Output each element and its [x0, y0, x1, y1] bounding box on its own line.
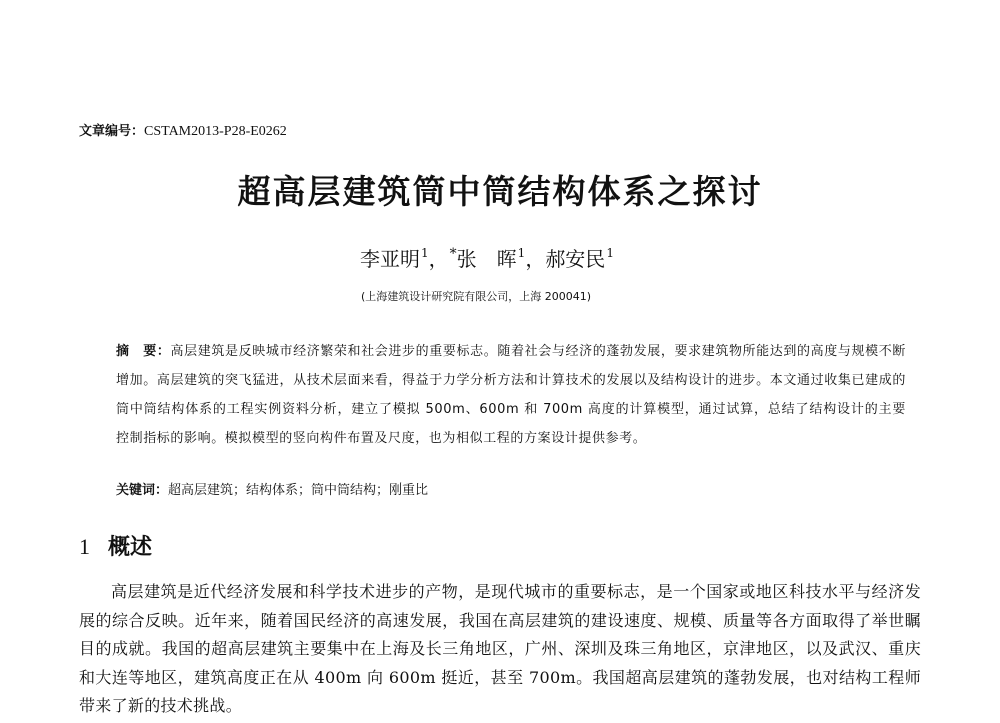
section-heading: [79, 530, 152, 561]
section-number: 1: [79, 534, 90, 559]
paper-title: 超高层建筑筒中筒结构体系之探讨: [237, 172, 763, 211]
abstract: [116, 337, 906, 453]
author-2-prefix: *: [449, 246, 457, 262]
abstract-label: 摘 要：: [116, 344, 171, 359]
author-2-name: 张 晖: [456, 247, 517, 271]
author-list: [0, 243, 974, 272]
author-2-separator: ，: [525, 247, 546, 271]
author-1: [360, 247, 449, 271]
author-2-affiliation-mark: 1: [517, 246, 526, 260]
section-title: 概述: [108, 535, 153, 560]
affiliation: (上海建筑设计研究院有限公司，上海 200041): [360, 290, 592, 303]
author-2: [449, 247, 546, 271]
abstract-text: 高层建筑是反映城市经济繁荣和社会进步的重要标志。随着社会与经济的蓬勃发展，要求建筑物所能达到的高度与规模不断增加。高层建筑的突飞猛进，从技术层面来看，得益于力学分析方法和计算技术的发展以及结构设计的进步。本文通过收集已建成的筒中筒结构体系的工程实例资料分析，建立了模拟 500m、600m 和 700m 高度的计算模型，通过试算，总结了结构设计的主要控制指标的影响。模拟模型的竖向构件布置及尺度，也为相似工程的方案设计提供参考。: [116, 344, 906, 446]
author-1-separator: ，: [428, 247, 449, 271]
author-3: [545, 247, 614, 271]
article-number-value: CSTAM2013-P28-E0262: [144, 124, 287, 139]
author-1-name: 李亚明: [360, 247, 421, 271]
author-3-affiliation-mark: 1: [606, 246, 614, 260]
keywords-text: 超高层建筑；结构体系；筒中筒结构；刚重比: [168, 483, 429, 498]
author-3-name: 郝安民: [545, 247, 606, 271]
keywords-label: 关键词：: [116, 483, 169, 498]
article-number-label: 文章编号：: [79, 124, 145, 139]
article-number: [79, 120, 287, 140]
body-paragraph: 高层建筑是近代经济发展和科学技术进步的产物，是现代城市的重要标志，是一个国家或地区科技水平与经济发展的综合反映。近年来，随着国民经济的高速发展，我国在高层建筑的建设速度、规模、质量等各方面取得了举世瞩目的成就。我国的超高层建筑主要集中在上海及长三角地区，广州、深圳及珠三角地区，京津地区，以及武汉、重庆和大连等地区，建筑高度正在从 400m 向 600m 挺近，甚至 700m。我国超高层建筑的蓬勃发展，也对结构工程师带来了新的技术挑战。: [79, 582, 921, 715]
keywords: [116, 481, 906, 501]
author-1-affiliation-mark: 1: [421, 246, 429, 260]
